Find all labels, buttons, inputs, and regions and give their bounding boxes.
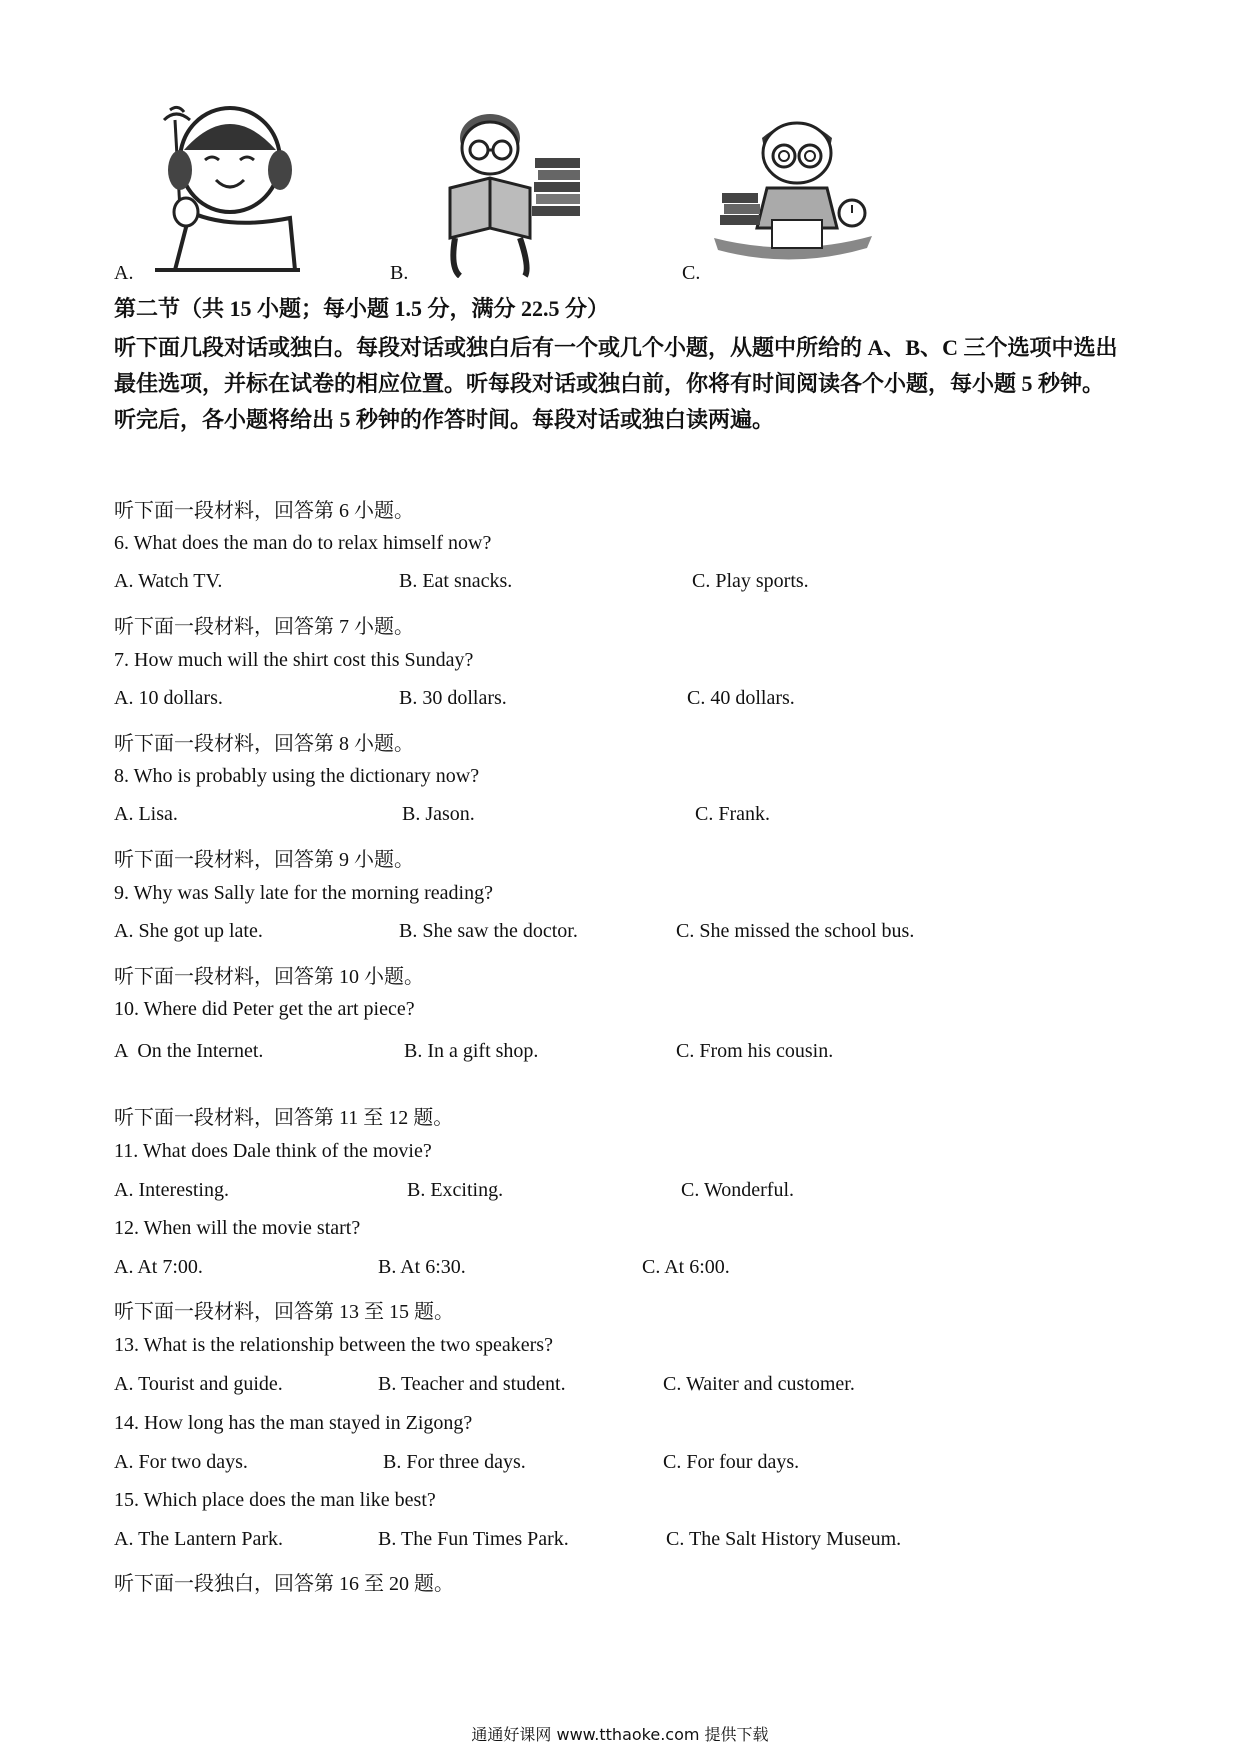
option-15a: A. The Lantern Park. xyxy=(114,1528,284,1550)
picture-b-label: B. xyxy=(390,262,409,284)
option-12b: B. At 6:30. xyxy=(378,1256,466,1278)
option-9b: B. She saw the doctor. xyxy=(399,920,578,942)
intro-q8: 听下面一段材料，回答第 8 小题。 xyxy=(114,733,414,755)
option-13b: B. Teacher and student. xyxy=(378,1373,566,1395)
option-6a: A. Watch TV. xyxy=(114,570,223,592)
option-12a: A. At 7:00. xyxy=(114,1256,203,1278)
option-6c: C. Play sports. xyxy=(692,570,809,592)
option-13a: A. Tourist and guide. xyxy=(114,1373,283,1395)
option-12c: C. At 6:00. xyxy=(642,1256,730,1278)
option-11c: C. Wonderful. xyxy=(681,1179,795,1201)
option-8b: B. Jason. xyxy=(402,803,475,825)
page-footer: 通通好课网 www.tthaoke.com 提供下载 xyxy=(471,1725,769,1744)
question-11: 11. What does Dale think of the movie? xyxy=(114,1140,432,1162)
option-15b: B. The Fun Times Park. xyxy=(378,1528,569,1550)
option-14c: C. For four days. xyxy=(663,1451,800,1473)
option-7b: B. 30 dollars. xyxy=(399,687,507,709)
section-title: 第二节（共 15 小题；每小题 1.5 分，满分 22.5 分） xyxy=(114,296,610,321)
option-7a: A. 10 dollars. xyxy=(114,687,223,709)
option-9c: C. She missed the school bus. xyxy=(676,920,915,942)
question-15: 15. Which place does the man like best? xyxy=(114,1489,436,1511)
option-13c: C. Waiter and customer. xyxy=(663,1373,855,1395)
section-instructions: 听下面几段对话或独白。每段对话或独白后有一个或几个小题，从题中所给的 A、B、C 三个选项中选出最佳选项，并标在试卷的相应位置。听每段对话或独白前，你将有时间阅读各个小题，每小题 5 秒钟。听完后，各小题将给出 5 秒钟的作答时间。每段对话或独白读两遍。 xyxy=(114,335,1118,432)
boy-reading-book-icon xyxy=(430,108,590,278)
option-14a: A. For two days. xyxy=(114,1451,248,1473)
intro-q7: 听下面一段材料，回答第 7 小题。 xyxy=(114,616,414,638)
intro-q13-15: 听下面一段材料，回答第 13 至 15 题。 xyxy=(114,1301,454,1323)
question-7: 7. How much will the shirt cost this Sunday? xyxy=(114,649,474,671)
intro-q6: 听下面一段材料，回答第 6 小题。 xyxy=(114,500,414,522)
picture-a-label: A. xyxy=(114,262,134,284)
option-6b: B. Eat snacks. xyxy=(399,570,513,592)
question-12: 12. When will the movie start? xyxy=(114,1217,361,1239)
question-13: 13. What is the relationship between the two speakers? xyxy=(114,1334,553,1356)
option-10c: C. From his cousin. xyxy=(676,1040,834,1062)
question-9: 9. Why was Sally late for the morning reading? xyxy=(114,882,493,904)
question-6: 6. What does the man do to relax himself now? xyxy=(114,532,492,554)
intro-q9: 听下面一段材料，回答第 9 小题。 xyxy=(114,849,414,871)
option-11b: B. Exciting. xyxy=(407,1179,504,1201)
option-7c: C. 40 dollars. xyxy=(687,687,795,709)
intro-q10: 听下面一段材料，回答第 10 小题。 xyxy=(114,966,424,988)
question-8: 8. Who is probably using the dictionary now? xyxy=(114,765,480,787)
intro-q16-20: 听下面一段独白，回答第 16 至 20 题。 xyxy=(114,1573,454,1595)
option-15c: C. The Salt History Museum. xyxy=(666,1528,902,1550)
option-11a: A. Interesting. xyxy=(114,1179,229,1201)
question-14: 14. How long has the man stayed in Zigong? xyxy=(114,1412,473,1434)
option-10b: B. In a gift shop. xyxy=(404,1040,539,1062)
question-10: 10. Where did Peter get the art piece? xyxy=(114,998,415,1020)
picture-c-label: C. xyxy=(682,262,701,284)
option-9a: A. She got up late. xyxy=(114,920,263,942)
intro-q11-12: 听下面一段材料，回答第 11 至 12 题。 xyxy=(114,1107,454,1129)
boy-writing-at-desk-icon xyxy=(712,108,877,278)
girl-with-headphones-icon xyxy=(150,100,310,275)
option-8a: A. Lisa. xyxy=(114,803,178,825)
option-10a: A On the Internet. xyxy=(114,1040,264,1062)
option-8c: C. Frank. xyxy=(695,803,770,825)
option-14b: B. For three days. xyxy=(383,1451,526,1473)
